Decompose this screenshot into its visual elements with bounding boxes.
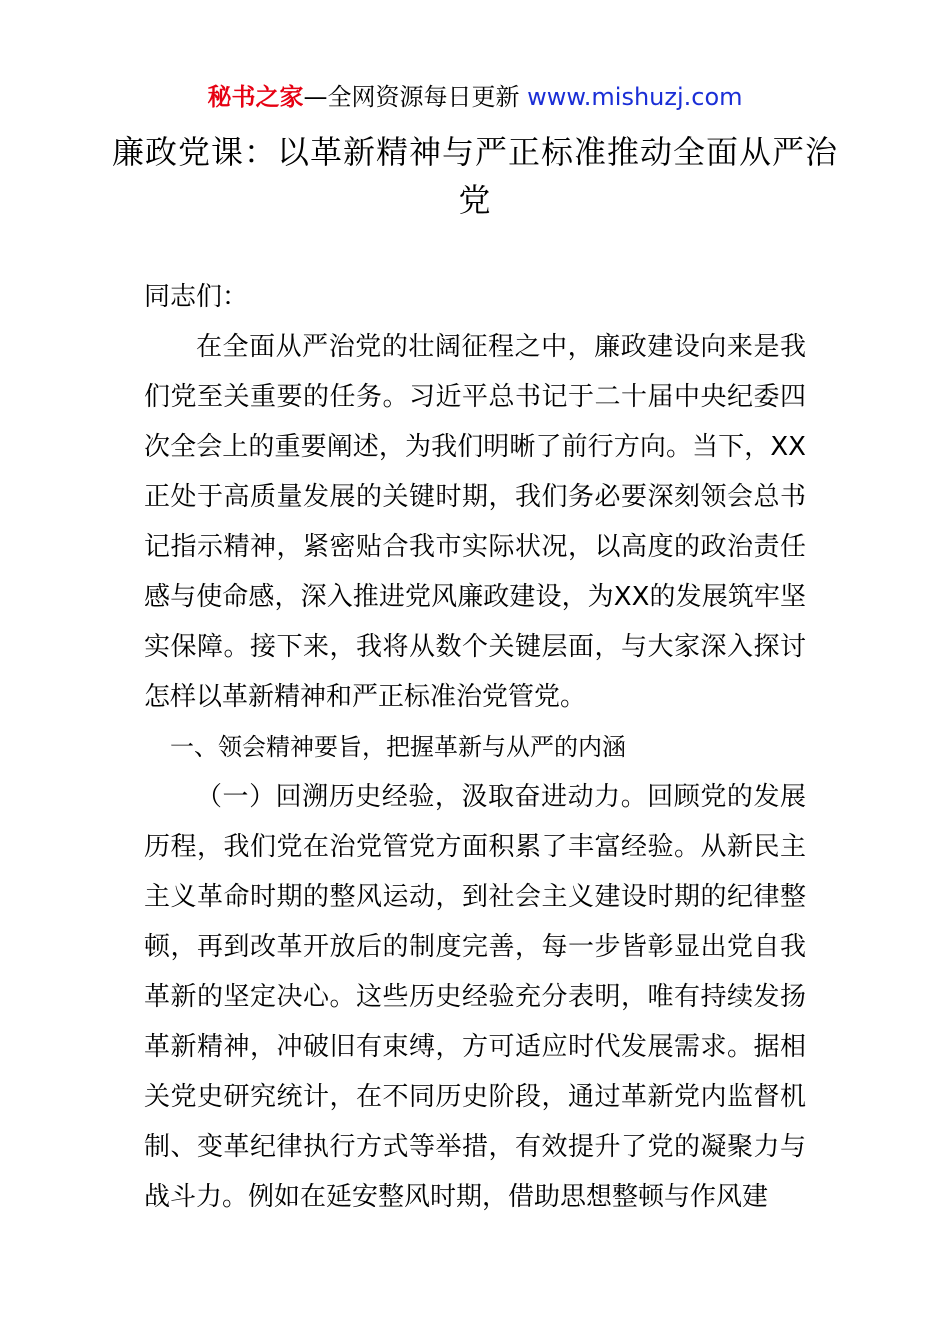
site-tagline: —全网资源每日更新	[303, 83, 528, 111]
site-brand: 秘书之家	[207, 83, 304, 111]
paragraph-intro: 在全面从严治党的壮阔征程之中，廉政建设向来是我们党至关重要的任务。习近平总书记于二十届中央纪委四次全会上的重要阐述，为我们明晰了前行方向。当下，XX正处于高质量发展的关键时期，我们务必要深刻领会总书记指示精神，紧密贴合我市实际状况，以高度的政治责任感与使命感，深入推进党风廉政建设，为XX的发展筑牢坚实保障。接下来，我将从数个关键层面，与大家深入探讨怎样以革新精神和严正标准治党管党。	[144, 332, 806, 712]
salutation: 同志们：	[144, 282, 249, 312]
site-url-link[interactable]: www.mishuzj.com	[527, 83, 743, 111]
site-header	[0, 80, 950, 114]
document-body	[144, 272, 806, 1222]
section-heading: 一、领会精神要旨，把握革新与从严的内涵	[170, 733, 626, 761]
document-title: 廉政党课：以革新精神与严正标准推动全面从严治党	[111, 133, 838, 219]
paragraph-history: （一）回溯历史经验，汲取奋进动力。回顾党的发展历程，我们党在治党管党方面积累了丰富经验。从新民主主义革命时期的整风运动，到社会主义建设时期的纪律整顿，再到改革开放后的制度完善，每一步皆彰显出党自我革新的坚定决心。这些历史经验充分表明，唯有持续发扬革新精神，冲破旧有束缚，方可适应时代发展需求。据相关党史研究统计，在不同历史阶段，通过革新党内监督机制、变革纪律执行方式等举措，有效提升了党的凝聚力与战斗力。例如在延安整风时期，借助思想整顿与作风建	[144, 782, 806, 1212]
